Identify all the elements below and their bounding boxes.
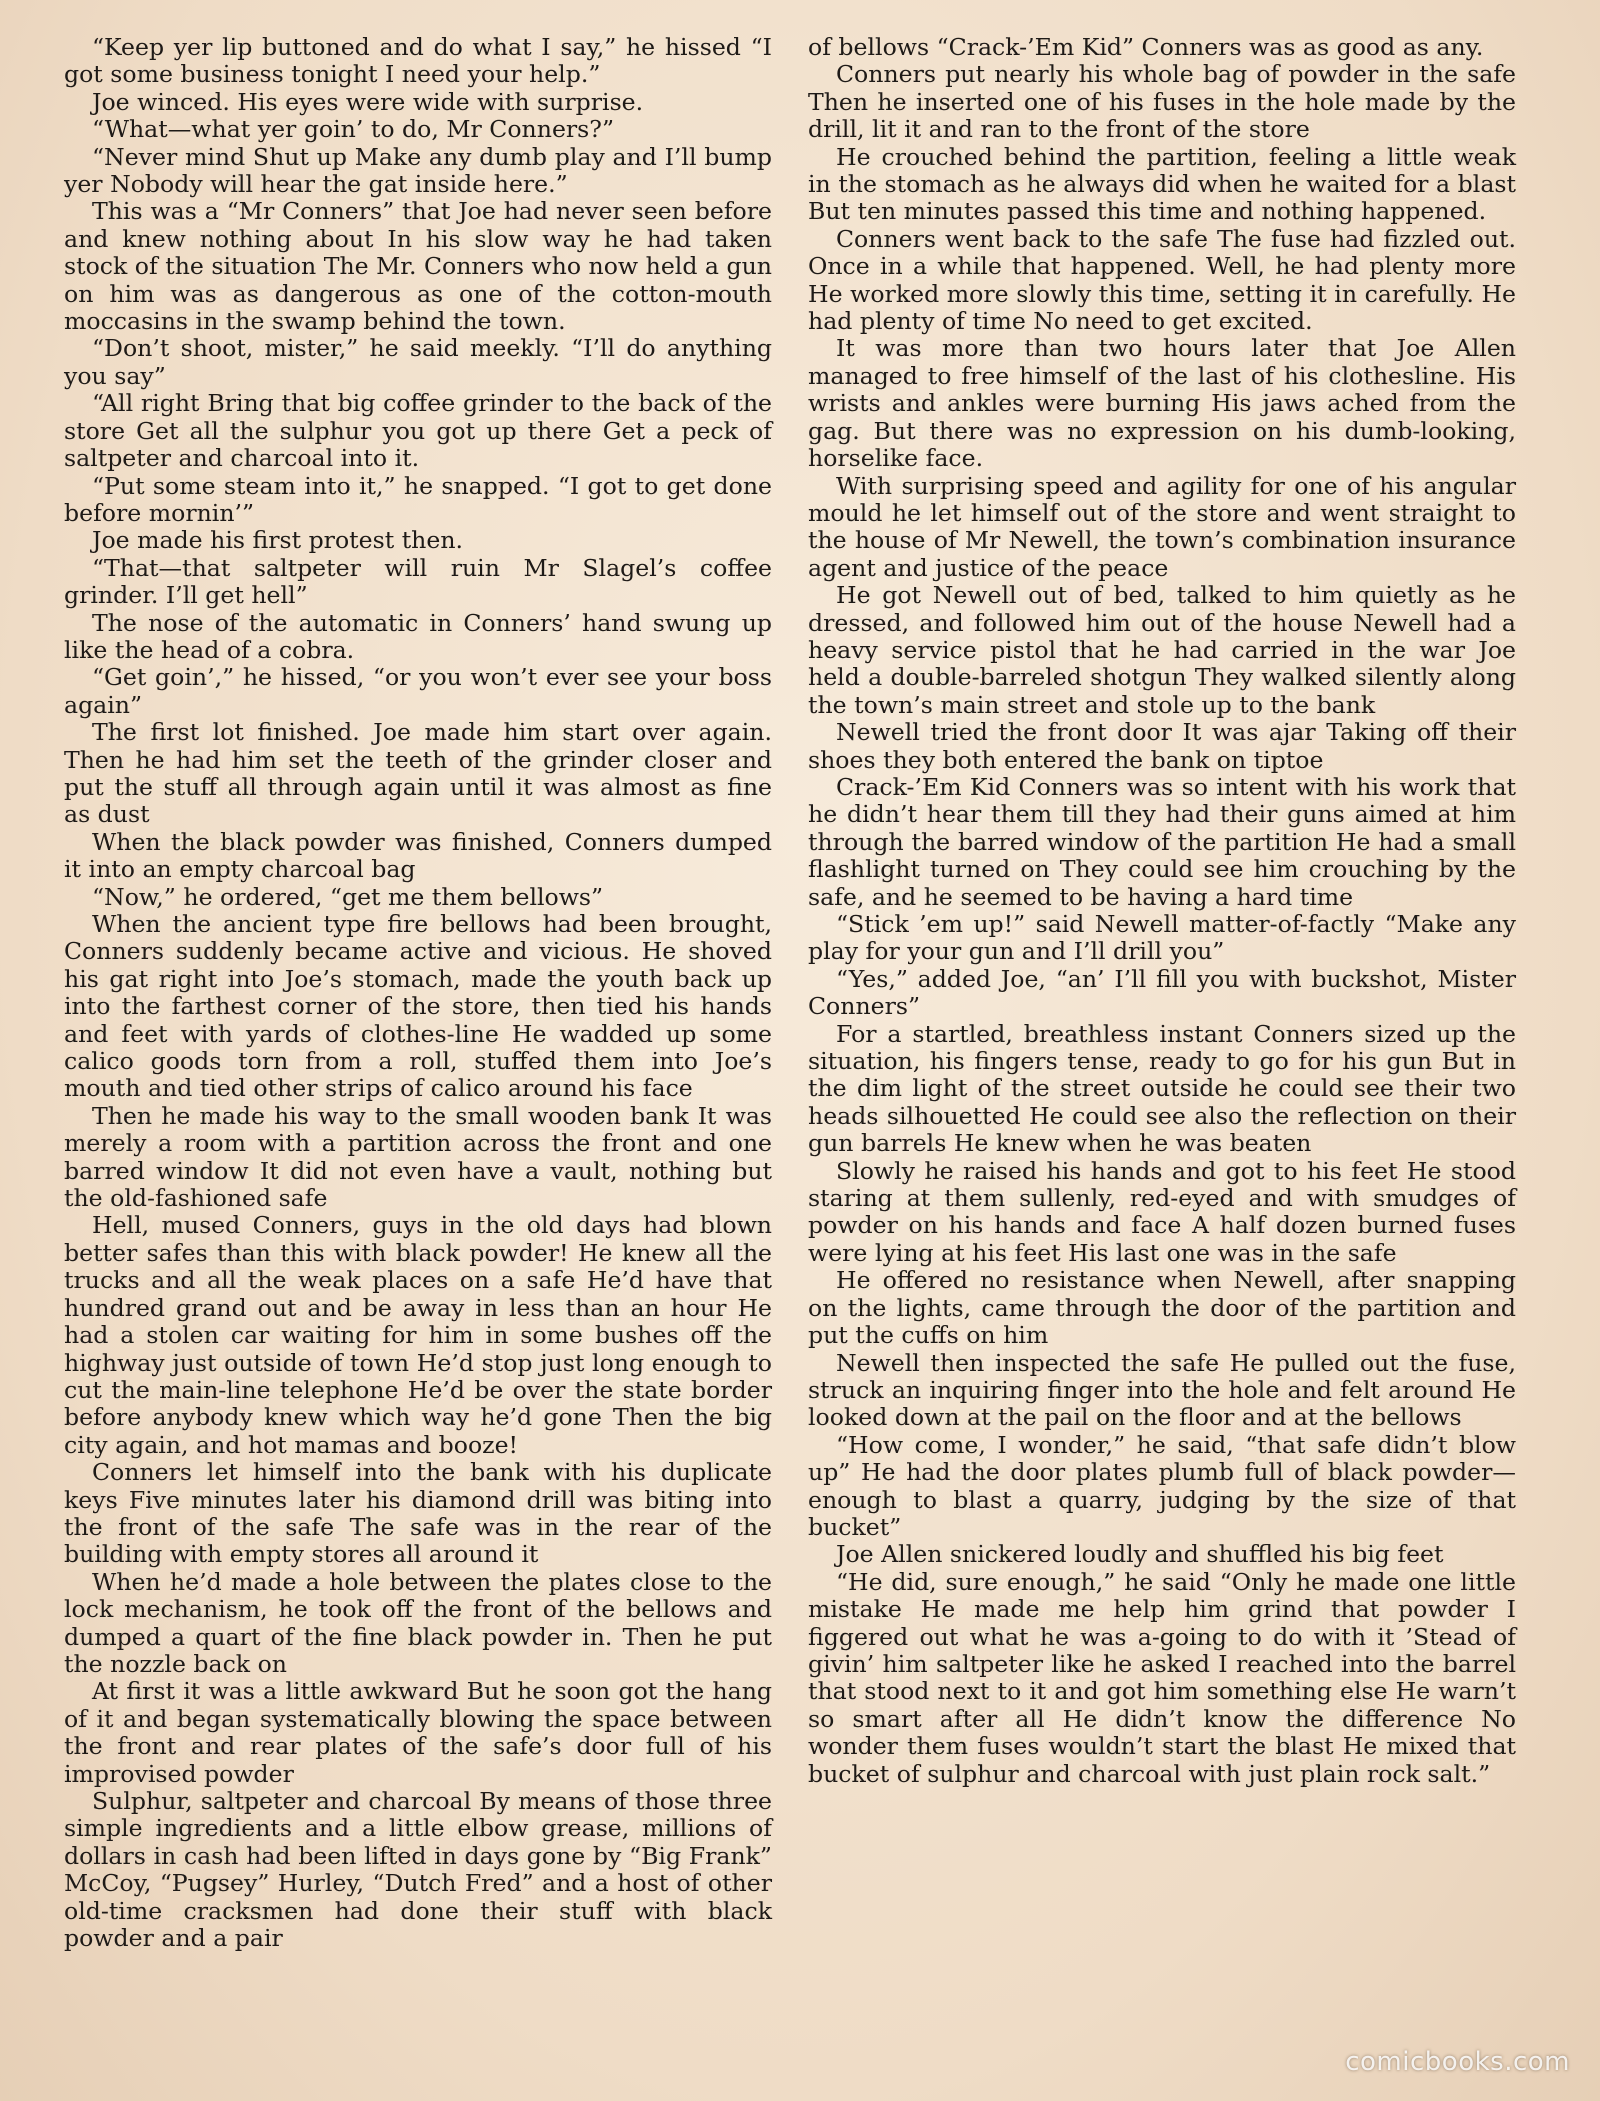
- paragraph: With surprising speed and agility for one of his angular mould he let himself out of the store and went straight to the house of Mr Newell, the town’s combination insurance agent and justice of the peace: [808, 471, 1516, 582]
- paragraph: Slowly he raised his hands and got to his feet He stood staring at them sullenly, red-eyed and with smudges of powder on his hands and face A half dozen burned fuses were lying at his feet His last one was in the safe: [808, 1156, 1516, 1267]
- paragraph: “That—that saltpeter will ruin Mr Slagel’s coffee grinder. I’ll get hell”: [64, 553, 772, 610]
- paragraph: Hell, mused Conners, guys in the old days had blown better safes than this with black powder! He knew all the trucks and all the weak places on a safe He’d have that hundred grand out and be away in less than an hour He had a stolen car waiting for him in some bushes off the highway just outside of town He’d stop just long enough to cut the main-line telephone He’d be over the state border before anybody knew which way he’d gone Then the big city again, and hot mamas and booze!: [64, 1211, 772, 1459]
- paragraph: Newell tried the front door It was ajar Taking off their shoes they both entered the bank on tiptoe: [808, 718, 1516, 774]
- paragraph: Crack-’Em Kid Conners was so intent with his work that he didn’t hear them till they had their guns aimed at him through the barred window of the partition He had a small flashlight turned on They could see him crouching by the safe, and he seemed to be having a hard time: [808, 772, 1516, 911]
- paragraph: He got Newell out of bed, talked to him quietly as he dressed, and followed him out of the house Newell had a heavy service pistol that he had carried in the war Joe held a double-barreled shotgun They walked silently along the town’s main street and stole up to the bank: [808, 581, 1516, 719]
- paragraph: For a startled, breathless instant Conners sized up the situation, his fingers tense, ready to go for his gun But in the dim light of the street outside he could see their two heads silhouetted He could see also the reflection on their gun barrels He knew when he was beaten: [808, 1019, 1516, 1158]
- paragraph: “How come, I wonder,” he said, “that safe didn’t blow up” He had the door plates plumb full of black powder—enough to blast a quarry, judging by the size of that bucket”: [808, 1430, 1516, 1541]
- paragraph: It was more than two hours later that Joe Allen managed to free himself of the last of his clothesline. His wrists and ankles were burning His jaws ached from the gag. But there was no expression on his dumb-looking, horselike face.: [808, 334, 1516, 473]
- paragraph: “Never mind Shut up Make any dumb play and I’ll bump yer Nobody will hear the gat inside here.”: [64, 142, 772, 199]
- paragraph: “Get goin’,” he hissed, “or you won’t ever see your boss again”: [64, 663, 772, 719]
- paragraph: Conners went back to the safe The fuse had fizzled out. Once in a while that happened. Well, he had plenty more He worked more slowly this time, setting it in carefully. He had plenty of time No need to get excited.: [808, 224, 1516, 336]
- paragraph: Joe made his first protest then.: [92, 526, 464, 555]
- paragraph: “He did, sure enough,” he said “Only he made one little mistake He made me help him grind that powder I figgered out what he was a-going to do with it ’Stead of givin’ him saltpeter like he asked I reached into the barrel that stood next to it and got him something else He warn’t so smart after all He didn’t know the difference No wonder them fuses wouldn’t start the blast He mixed that bucket of sulphur and charcoal with just plain rock salt.”: [808, 1567, 1516, 1788]
- paragraph: The first lot finished. Joe made him start over again. Then he had him set the teeth of the grinder closer and put the stuff all through again until it was almost as fine as dust: [64, 718, 772, 829]
- paragraph: Conners let himself into the bank with his duplicate keys Five minutes later his diamond drill was biting into the front of the safe The safe was in the rear of the building with empty stores all around it: [64, 1458, 772, 1569]
- paragraph: The nose of the automatic in Conners’ hand swung up like the head of a cobra.: [64, 608, 772, 664]
- paragraph: When the black powder was finished, Conners dumped it into an empty charcoal bag: [64, 827, 772, 884]
- paragraph: “Stick ’em up!” said Newell matter-of-factly “Make any play for your gun and I’ll drill you”: [808, 910, 1516, 966]
- paragraph: “Yes,” added Joe, “an’ I’ll fill you with buckshot, Mister Conners”: [808, 964, 1516, 1021]
- paragraph: Joe winced. His eyes were wide with surprise.: [92, 87, 644, 116]
- paragraph: He crouched behind the partition, feeling a little weak in the stomach as he always did when he waited for a blast But ten minutes passed this time and nothing happened.: [808, 142, 1516, 226]
- paragraph: Conners put nearly his whole bag of powder in the safe Then he inserted one of his fuses in the hole made by the drill, lit it and ran to the front of the store: [808, 60, 1516, 144]
- left-column: [64, 34, 772, 1952]
- paragraph: When the ancient type fire bellows had been brought, Conners suddenly became active and vicious. He shoved his gat right into Joe’s stomach, made the youth back up into the farthest corner of the store, then tied his hands and feet with yards of clothes-line He wadded up some calico goods torn from a roll, stuffed them into Joe’s mouth and tied other strips of calico around his face: [64, 910, 772, 1103]
- paragraph: “Keep yer lip buttoned and do what I say,” he hissed “I got some business tonight I need your help.”: [64, 33, 772, 89]
- paragraph: “All right Bring that big coffee grinder to the back of the store Get all the sulphur you got up there Get a peck of saltpeter and charcoal into it.: [64, 389, 772, 473]
- paragraph: He offered no resistance when Newell, after snapping on the lights, came through the door of the partition and put the cuffs on him: [808, 1266, 1516, 1350]
- paragraph: Sulphur, saltpeter and charcoal By means of those three simple ingredients and a little elbow grease, millions of dollars in cash had been lifted in days gone by “Big Frank” McCoy, “Pugsey” Hurley, “Dutch Fred” and a host of other old-time cracksmen had done their stuff with black powder and a pair: [64, 1787, 772, 1953]
- paragraph: Joe Allen snickered loudly and shuffled his big feet: [836, 1540, 1444, 1569]
- paragraph: “Put some steam into it,” he snapped. “I got to get done before mornin’”: [64, 471, 772, 527]
- site-watermark: comicbooks.com: [1345, 2047, 1570, 2077]
- paragraph: When he’d made a hole between the plates close to the lock mechanism, he took off the front of the bellows and dumped a quart of the fine black powder in. Then he put the nozzle back on: [64, 1567, 772, 1678]
- paragraph-continuation: of bellows “Crack-’Em Kid” Conners was as good as any.: [808, 33, 1484, 61]
- right-column: [808, 34, 1516, 1788]
- paragraph: “What—what yer goin’ to do, Mr Conners?”: [92, 115, 615, 144]
- paragraph: “Now,” he ordered, “get me them bellows”: [92, 882, 604, 911]
- paragraph: “Don’t shoot, mister,” he said meekly. “I’ll do anything you say”: [64, 334, 772, 390]
- paragraph: Newell then inspected the safe He pulled out the fuse, struck an inquiring finger into the hole and felt around He looked down at the pail on the floor and at the bellows: [808, 1348, 1516, 1432]
- paragraph: At first it was a little awkward But he soon got the hang of it and began systematically blowing the space between the front and rear plates of the safe’s door full of his improvised powder: [64, 1677, 772, 1788]
- paragraph: This was a “Mr Conners” that Joe had never seen before and knew nothing about In his slow way he had taken stock of the situation The Mr. Conners who now held a gun on him was as dangerous as one of the cotton-mouth moccasins in the swamp behind the town.: [64, 197, 772, 336]
- paragraph: Then he made his way to the small wooden bank It was merely a room with a partition across the front and one barred window It did not even have a vault, nothing but the old-fashioned safe: [64, 1101, 772, 1213]
